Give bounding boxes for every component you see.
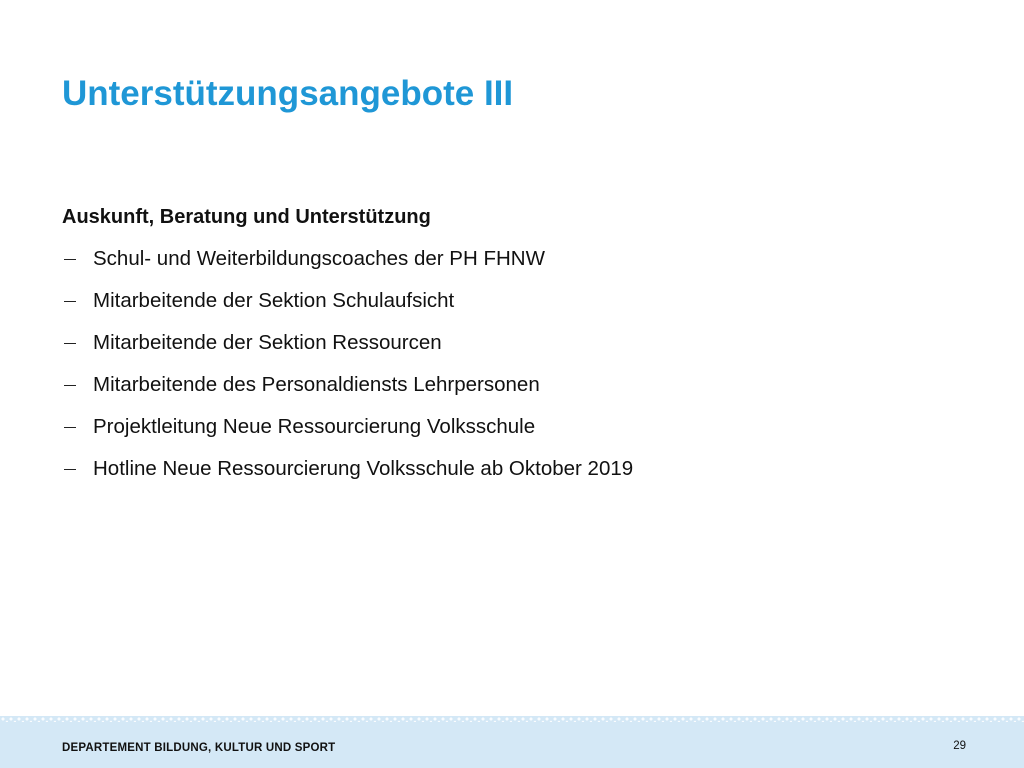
bullet-item <box>62 328 962 370</box>
page-number: 29 <box>953 740 966 752</box>
footer-band <box>0 716 1024 768</box>
bullet-item <box>62 370 962 412</box>
slide-title: Unterstützungsangebote III <box>62 74 514 113</box>
bullet-text: Mitarbeitende der Sektion Schulaufsicht <box>93 289 455 312</box>
bullet-text: Mitarbeitende der Sektion Ressourcen <box>93 331 442 354</box>
bullet-list <box>62 244 962 496</box>
dash-bullet-icon <box>64 286 78 316</box>
bullet-item <box>62 244 962 286</box>
subheading: Auskunft, Beratung und Unterstützung <box>62 206 431 228</box>
footer-dotted-edge <box>0 716 1024 722</box>
slide-content <box>62 202 962 496</box>
bullet-text: Projektleitung Neue Ressourcierung Volksschule <box>93 415 536 438</box>
bullet-item <box>62 412 962 454</box>
bullet-text: Schul- und Weiterbildungscoaches der PH FHNW <box>93 247 545 270</box>
department-label: DEPARTEMENT BILDUNG, KULTUR UND SPORT <box>62 742 336 754</box>
bullet-item <box>62 454 962 496</box>
dash-bullet-icon <box>64 244 78 274</box>
dash-bullet-icon <box>64 370 78 400</box>
bullet-text: Hotline Neue Ressourcierung Volksschule ab Oktober 2019 <box>93 457 634 480</box>
dash-bullet-icon <box>64 328 78 358</box>
dash-bullet-icon <box>64 412 78 442</box>
bullet-text: Mitarbeitende des Personaldiensts Lehrpersonen <box>93 373 540 396</box>
bullet-item <box>62 286 962 328</box>
dash-bullet-icon <box>64 454 78 484</box>
